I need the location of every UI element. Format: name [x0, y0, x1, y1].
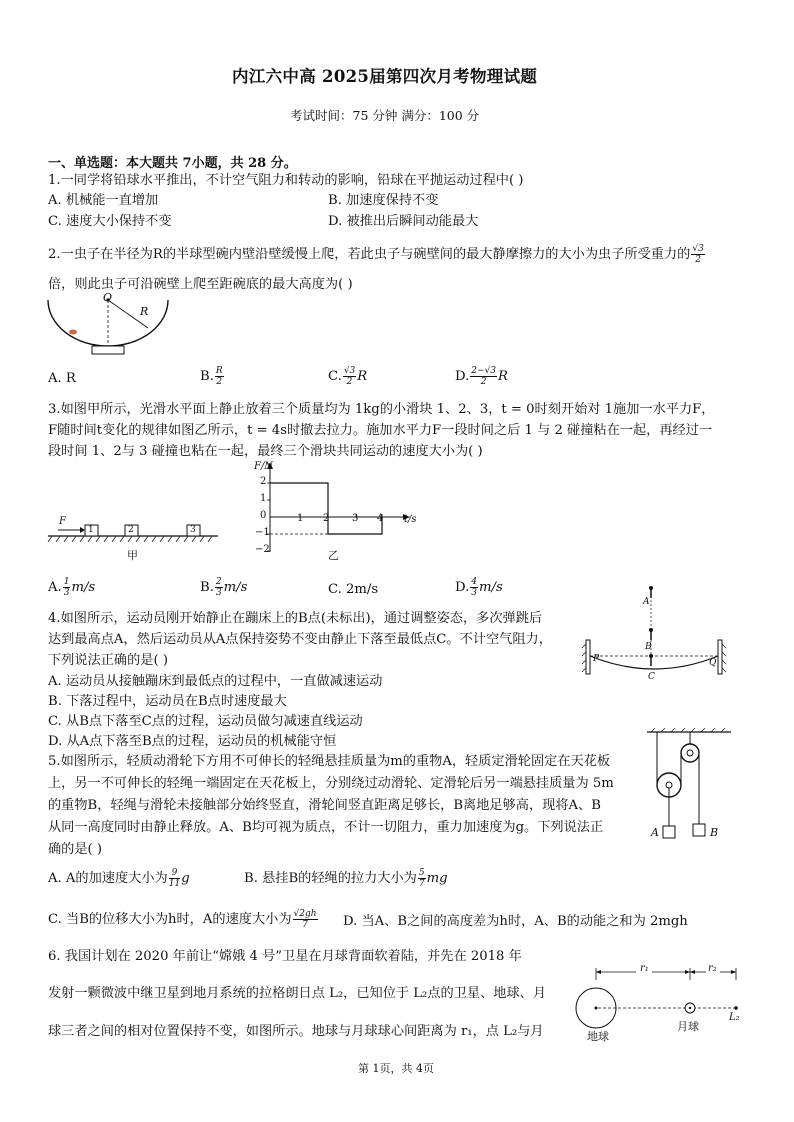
q2-option-b [200, 366, 225, 387]
earth-center [595, 1007, 598, 1010]
q5-b-suffix: mg [426, 871, 448, 886]
right-hatch [722, 644, 726, 672]
fig-label-p: P [593, 654, 600, 664]
q5-line5: 确的是( ) [48, 842, 103, 857]
xtick-1: 1 [297, 513, 304, 524]
left-hatch [582, 644, 586, 672]
fig-label-c: C [648, 672, 655, 682]
q3-d-den: 3 [471, 588, 478, 598]
fig-label-earth: 地球 [587, 1030, 609, 1043]
bowl-base [92, 346, 124, 354]
q1-option-c: C. 速度大小保持不变 [48, 214, 172, 229]
weight-b [693, 824, 705, 836]
q3-a-den: 3 [63, 588, 70, 598]
q3-b-den: 3 [215, 588, 222, 598]
xtick-2: 2 [323, 513, 330, 524]
q3-option-a [48, 577, 95, 598]
q2-d-prefix: D. [455, 369, 470, 384]
q5-option-c [48, 909, 319, 930]
q1-option-d: D. 被推出后瞬间动能最大 [328, 214, 479, 229]
q5-line3: 的重物B，轻绳与滑轮未接触部分始终竖直，滑轮间竖直距离足够长，B离地足够高，现将A、B [48, 798, 601, 813]
fig-label-o: O [103, 291, 113, 304]
moon-center [689, 1007, 691, 1009]
q1-option-b: B. 加速度保持不变 [328, 193, 439, 208]
q5-a-num: 9 [169, 868, 180, 879]
exam-info: 考试时间：75 分钟 满分：100 分 [290, 108, 480, 123]
fig-label-r: R [140, 305, 149, 318]
q3-option-d [455, 577, 503, 598]
q4-trampoline-figure [580, 582, 730, 682]
q2-c-den: 2 [346, 377, 353, 387]
q2-option-c [328, 366, 367, 387]
fig-label-moon: 月球 [677, 1020, 699, 1033]
fig-label-l2: L₂ [729, 1012, 740, 1023]
athlete-c-icon [649, 654, 653, 658]
block-2-label: 2 [128, 525, 134, 535]
q2-stem-line1 [48, 244, 706, 265]
q1-option-a: A. 机械能一直增加 [48, 193, 159, 208]
weight-a [663, 826, 675, 838]
q2-b-den: 2 [216, 377, 223, 387]
q3-a-prefix: A. [48, 580, 62, 595]
ytick-1: 1 [260, 493, 267, 504]
left-post [586, 640, 590, 674]
page-footer: 第 1页，共 4页 [358, 1062, 434, 1075]
fig-label-f: F [59, 516, 66, 527]
q3-d-prefix: D. [455, 580, 470, 595]
q5-a-den: 11 [168, 879, 181, 889]
q2-frac-den: 2 [695, 255, 701, 265]
q2-fraction [691, 244, 704, 265]
q5-option-b [244, 868, 448, 889]
q5-c-prefix: C. 当B的位移大小为h时，A的速度大小为 [48, 912, 292, 927]
q3-option-b [200, 577, 247, 598]
q2-stem-line2: 倍，则此虫子可沿碗壁上爬至距碗底的最大高度为( ) [48, 277, 353, 292]
athlete-b-icon [649, 628, 653, 632]
fig-label-q: Q [709, 658, 717, 668]
fig-label-weight-a: A [651, 826, 659, 839]
section-heading: 一、单选题：本大题共 7小题，共 28 分。 [48, 156, 297, 171]
q4-line2: 达到最高点A，然后运动员从A点保持姿势不变由静止下落至最低点C。不计空气阻力， [48, 632, 552, 647]
q3-option-c: C. 2m/s [328, 582, 379, 597]
q5-option-d: D. 当A、B之间的高度差为h时，A、B的动能之和为 2mgh [343, 914, 688, 929]
fig-label-weight-b: B [710, 826, 719, 839]
q2-option-a: A. R [48, 371, 76, 386]
ytick-neg1: −1 [255, 527, 270, 538]
l2-point [734, 1006, 738, 1010]
q5-a-prefix: A. A的加速度大小为 [48, 871, 168, 886]
q2-c-prefix: C. [328, 369, 342, 384]
q4-option-a: A. 运动员从接触蹦床到最低点的过程中，一直做减速运动 [48, 674, 383, 689]
fixed-pulley-axle [687, 750, 693, 756]
q3-ft-graph [248, 460, 428, 560]
xtick-3: 3 [352, 513, 359, 524]
ytick-neg2: −2 [255, 544, 270, 555]
q2-d-num: 2−√3 [471, 366, 497, 376]
q2-b-num: R [215, 366, 223, 376]
q2-frac-num: √3 [692, 244, 704, 254]
q6-line1: 6. 我国计划在 2020 年前让“嫦娥 4 号”卫星在月球背面软着陆，并先在 2018 年 [48, 949, 522, 964]
q4-option-b: B. 下落过程中，运动员在B点时速度最大 [48, 694, 287, 709]
q5-b-num: 5 [418, 868, 425, 878]
movable-pulley-axle [666, 782, 672, 788]
graph-x-label: t/s [404, 514, 417, 525]
q3-a-num: 1 [63, 577, 70, 587]
q1-stem: 1.一同学将铅球水平推出，不计空气阻力和转动的影响，铅球在平抛运动过程中( ) [48, 173, 524, 188]
xtick-4: 4 [377, 513, 384, 524]
graph-y-label: F/N [254, 461, 274, 472]
trampoline-curve [590, 656, 718, 669]
q5-line4: 从同一高度同时由静止释放。A、B均可视为质点，不计一切阻力，重力加速度为g。下列说法正 [48, 820, 604, 835]
q5-a-suffix: g [181, 871, 190, 886]
q5-c-num: √2gh [293, 909, 317, 919]
q5-line2: 上，另一不可伸长的轻绳一端固定在天花板上，分别绕过动滑轮、定滑轮后另一端悬挂质量为 5m [48, 776, 614, 791]
fig-caption-yi: 乙 [328, 549, 339, 562]
q3-line1: 3.如图甲所示，光滑水平面上静止放着三个质量均为 1kg的小滑块 1、2、3，t = 0时刻开始对 1施加一水平力F， [48, 402, 715, 417]
q5-option-a [48, 868, 190, 889]
force-arrowhead [80, 527, 85, 533]
page-title: 内江六中高 2025届第四次月考物理试题 [232, 67, 538, 86]
q2-d-suffix: R [498, 369, 508, 384]
q3-line2: F随时间t变化的规律如图乙所示，t = 4s时撤去拉力。施加水平力F一段时间之后 1 与 2 碰撞粘在一起，再经过一 [48, 423, 713, 438]
q5-line1: 5.如图所示，轻质动滑轮下方用不可伸长的轻绳悬挂质量为m的重物A，轻质定滑轮固定在天花板 [48, 754, 611, 769]
athlete-a-icon [649, 586, 653, 590]
q6-line2: 发射一颗微波中继卫星到地月系统的拉格朗日点 L₂，已知位于 L₂点的卫星、地球、月 [48, 986, 547, 1001]
bug-icon [69, 330, 77, 335]
fig-label-a: A [643, 597, 650, 607]
q5-c-den: 7 [302, 920, 308, 930]
fig-label-r2: r₂ [708, 963, 717, 974]
q5-b-prefix: B. 悬挂B的轻绳的拉力大小为 [244, 871, 417, 886]
ytick-2: 2 [260, 476, 267, 487]
q3-b-num: 2 [215, 577, 222, 587]
q3-d-num: 4 [471, 577, 478, 587]
q2-d-den: 2 [480, 377, 487, 387]
q4-line3: 下列说法正确的是( ) [48, 653, 168, 668]
q5-b-den: 7 [418, 879, 425, 889]
q6-line3: 球三者之间的相对位置保持不变，如图所示。地球与月球球心间距离为 r₁，点 L₂与月 [48, 1024, 544, 1039]
q4-line1: 4.如图所示，运动员刚开始静止在蹦床上的B点(未标出)，通过调整姿态，多次弹跳后 [48, 611, 543, 626]
q4-option-d: D. 从A点下落至B点的过程，运动员的机械能守恒 [48, 734, 337, 749]
q3-a-unit: m/s [71, 580, 96, 595]
q3-line3: 段时间 1、2与 3 碰撞也粘在一起，最终三个滑块共同运动的速度大小为( ) [48, 444, 483, 459]
q2-c-suffix: R [357, 369, 368, 384]
q3-b-unit: m/s [223, 580, 248, 595]
ytick-0: 0 [260, 510, 267, 521]
q2-b-prefix: B. [200, 369, 214, 384]
block-1-label: 1 [88, 525, 94, 535]
fig-label-r1: r₁ [640, 963, 649, 974]
ground-hatch [48, 536, 212, 542]
q3-d-unit: m/s [479, 580, 503, 595]
q4-option-c: C. 从B点下落至C点的过程，运动员做匀减速直线运动 [48, 714, 363, 729]
force-curve [270, 483, 382, 534]
block-3-label: 3 [190, 525, 196, 535]
q2-option-d [455, 366, 508, 387]
q2-c-num: √3 [343, 366, 356, 376]
q2-stem-text: 2.一虫子在半径为R的半球型碗内壁沿壁缓慢上爬，若此虫子与碗壁间的最大静摩擦力的大小为虫子所受重力的 [48, 247, 691, 262]
fig-caption-jia: 甲 [127, 549, 138, 562]
right-post [718, 640, 722, 674]
q3-b-prefix: B. [200, 580, 214, 595]
fig-label-b: B [645, 642, 652, 652]
